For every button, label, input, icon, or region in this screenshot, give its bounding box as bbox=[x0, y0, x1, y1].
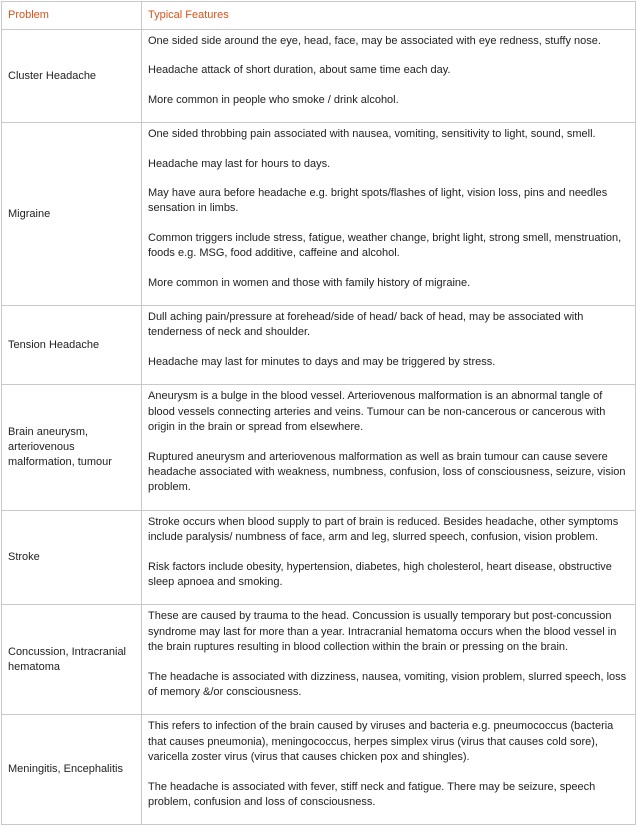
feature-text: More common in people who smoke / drink alcohol. bbox=[148, 93, 399, 106]
feature-text: Headache attack of short duration, about same time each day. bbox=[148, 64, 451, 77]
header-problem: Problem bbox=[2, 2, 142, 30]
feature-text: Aneurysm is a bulge in the blood vessel. Arteriovenous malformation is an abnormal tangle of blood vessels connecting arteries and veins. Tumour can be non-cancerous or cancerous with origin in the brain or spread from elsewhere. bbox=[148, 390, 606, 434]
feature-text: Ruptured aneurysm and arteriovenous malformation as well as brain tumour can cause severe headache associated with weakness, numbness, confusion, loss of consciousness, seizure, vision problem. bbox=[148, 450, 626, 494]
table-row bbox=[2, 510, 636, 605]
feature-text: Stroke occurs when blood supply to part of brain is reduced. Besides headache, other symptoms include paralysis/ numbness of face, arm and leg, slurred speech, confusion, vision problem. bbox=[148, 515, 619, 544]
feature-text: One sided side around the eye, head, face, may be associated with eye redness, stuffy nose. bbox=[148, 35, 601, 47]
feature-text: May have aura before headache e.g. bright spots/flashes of light, vision loss, pins and needles sensation in limbs. bbox=[148, 187, 608, 215]
problem-cell: Stroke bbox=[2, 510, 142, 605]
features-cell bbox=[142, 30, 636, 123]
feature-text: Dull aching pain/pressure at forehead/side of head/ back of head, may be associated with tenderness of neck and shoulder. bbox=[148, 311, 584, 339]
headache-table bbox=[1, 1, 636, 825]
header-features: Typical Features bbox=[142, 2, 636, 30]
features-cell bbox=[142, 306, 636, 385]
table-row bbox=[2, 123, 636, 306]
problem-cell: Tension Headache bbox=[2, 306, 142, 385]
feature-text: Headache may last for minutes to days and may be triggered by stress. bbox=[148, 355, 496, 368]
features-cell bbox=[142, 123, 636, 306]
table-row bbox=[2, 715, 636, 825]
features-cell bbox=[142, 385, 636, 510]
feature-text: Common triggers include stress, fatigue, weather change, bright light, strong smell, menstruation, foods e.g. MSG, food additive, caffeine and alcohol. bbox=[148, 231, 622, 260]
features-cell bbox=[142, 605, 636, 715]
table-row bbox=[2, 306, 636, 385]
feature-text: One sided throbbing pain associated with nausea, vomiting, sensitivity to light, sound, smell. bbox=[148, 128, 596, 141]
problem-cell: Cluster Headache bbox=[2, 30, 142, 123]
table-row bbox=[2, 30, 636, 123]
problem-cell: Concussion, Intracranial hematoma bbox=[2, 605, 142, 715]
feature-text: More common in women and those with family history of migraine. bbox=[148, 276, 471, 289]
features-cell bbox=[142, 715, 636, 825]
feature-text: The headache is associated with dizziness, nausea, vomiting, vision problem, slurred speech, loss of memory &/or consciousness. bbox=[148, 670, 627, 698]
header-row bbox=[2, 2, 636, 30]
features-cell bbox=[142, 510, 636, 605]
table-row bbox=[2, 605, 636, 715]
feature-text: The headache is associated with fever, stiff neck and fatigue. There may be seizure, speech problem, confusion and loss of consciousness. bbox=[148, 780, 596, 808]
feature-text: This refers to infection of the brain caused by viruses and bacteria e.g. pneumococcus (bacteria that causes pneumonia), meningococcus, herpes simplex virus (virus that causes cold sore), varicella zoster virus (virus that causes chicken pox and shingles). bbox=[148, 720, 614, 764]
problem-cell: Brain aneurysm, arteriovenous malformation, tumour bbox=[2, 385, 142, 510]
table-row bbox=[2, 385, 636, 510]
feature-text: These are caused by trauma to the head. Concussion is usually temporary but post-concussion syndrome may last for more than a year. Intracranial hematoma occurs when the blood vessel in the brain ruptures resulting in blood collection within the brain or pressing on the brain. bbox=[148, 610, 617, 654]
feature-text: Risk factors include obesity, hypertension, diabetes, high cholesterol, heart disease, obstructive sleep apnoea and smoking. bbox=[148, 560, 612, 588]
feature-text: Headache may last for hours to days. bbox=[148, 157, 331, 170]
problem-cell: Migraine bbox=[2, 123, 142, 306]
problem-cell: Meningitis, Encephalitis bbox=[2, 715, 142, 825]
